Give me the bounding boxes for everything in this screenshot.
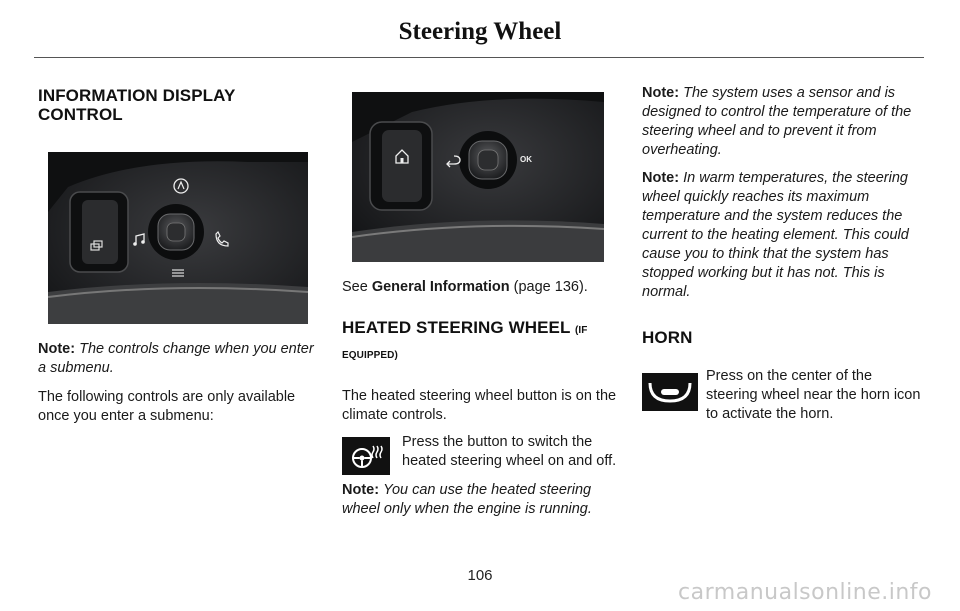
steering-controls-photo-left xyxy=(48,152,308,324)
note-label: Note: xyxy=(642,85,680,101)
see-prefix: See xyxy=(342,279,372,295)
note-label: Note: xyxy=(342,482,380,498)
heated-heading-small-2: EQUIPPED) xyxy=(342,350,398,361)
steering-controls-photo-right xyxy=(352,92,604,262)
see-general-information xyxy=(342,278,622,297)
page-number: 106 xyxy=(467,567,493,584)
note-text: In warm temperatures, the steering wheel quickly reaches its maximum temperature and the system reduces the current to the heating element. This could cause you to think that the system has stopped working but it has not. This is normal. xyxy=(642,170,909,300)
header-divider xyxy=(34,57,924,58)
heated-paragraph: The heated steering wheel button is on the climate controls. xyxy=(342,388,617,423)
note-label: Note: xyxy=(642,170,680,186)
page-title: Steering Wheel xyxy=(398,18,562,45)
heated-button-row xyxy=(342,433,622,475)
see-suffix: (page 136). xyxy=(509,279,588,295)
note-sensor xyxy=(642,84,927,160)
horn-text: Press on the center of the steering wheel near the horn icon to activate the horn. xyxy=(706,368,921,422)
horn-row xyxy=(642,367,927,424)
note-controls-change xyxy=(38,340,318,378)
note-label: Note: xyxy=(38,341,76,357)
right-column xyxy=(642,84,927,424)
horn-icon xyxy=(642,373,698,411)
note-text: The controls change when you enter a submenu. xyxy=(38,341,314,376)
heated-button-text: Press the button to switch the heated steering wheel on and off. xyxy=(402,434,617,469)
section-heading-horn: HORN xyxy=(642,328,693,347)
note-text: You can use the heated steering wheel only when the engine is running. xyxy=(342,482,592,517)
note-engine-running xyxy=(342,481,622,519)
middle-column xyxy=(342,92,622,519)
steering-controls-image-ok xyxy=(352,92,604,262)
section-heading-heated-wheel xyxy=(342,317,622,367)
note-text: The system uses a sensor and is designed to control the temperature of the steering wheel and to prevent it from overheating. xyxy=(642,85,912,158)
heated-heading-main: HEATED STEERING WHEEL xyxy=(342,318,575,337)
heated-steering-wheel-icon xyxy=(342,437,390,475)
steering-controls-image xyxy=(48,152,308,324)
watermark: carmanualsonline.info xyxy=(678,580,932,605)
submenu-paragraph: The following controls are only available once you enter a submenu: xyxy=(38,389,296,424)
note-warm-temperatures xyxy=(642,169,927,302)
ok-label: OK xyxy=(520,155,532,164)
section-heading-information-display: INFORMATION DISPLAY CONTROL xyxy=(38,86,236,124)
left-column xyxy=(38,86,318,426)
general-information-link[interactable]: General Information xyxy=(371,279,510,295)
heated-heading-small: (IF xyxy=(574,325,588,336)
